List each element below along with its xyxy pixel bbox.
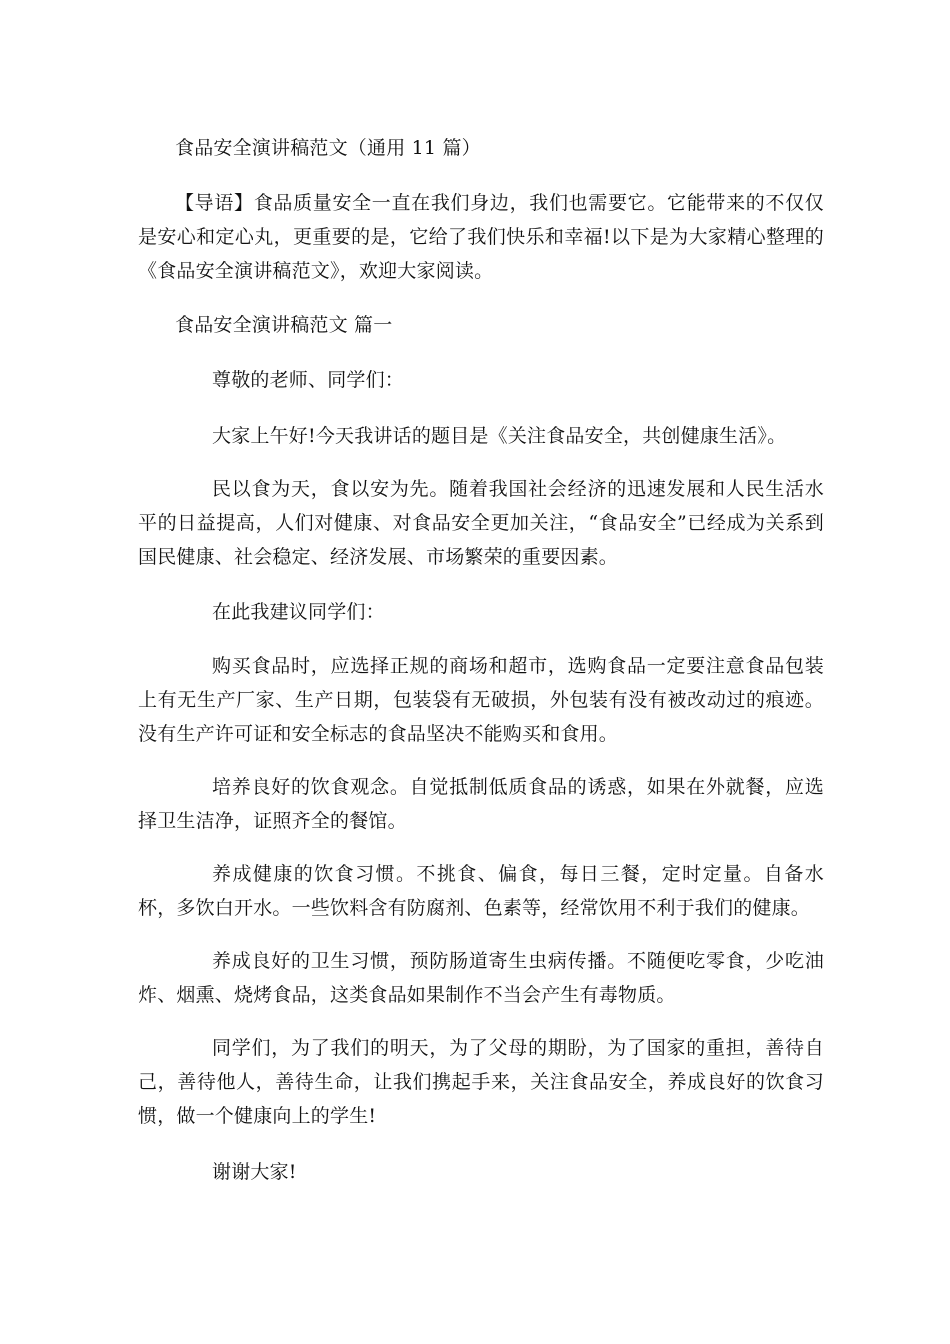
body-paragraph-6: 养成良好的卫生习惯，预防肠道寄生虫病传播。不随便吃零食，少吃油炸、烟熏、烧烤食品，这类食品如果制作不当会产生有毒物质。 bbox=[138, 950, 824, 1006]
intro-paragraph: 【导语】食品质量安全一直在我们身边，我们也需要它。它能带来的不仅仅是安心和定心丸，更重要的是，它给了我们快乐和幸福!以下是为大家精心整理的《食品安全演讲稿范文》，欢迎大家阅读。 bbox=[138, 192, 824, 282]
greeting: 大家上午好!今天我讲话的题目是《关注食品安全，共创健康生活》。 bbox=[212, 425, 787, 447]
body-paragraph-4: 培养良好的饮食观念。自觉抵制低质食品的诱惑，如果在外就餐，应选择卫生洁净，证照齐全的餐馆。 bbox=[138, 776, 824, 832]
section-heading: 食品安全演讲稿范文 篇一 bbox=[175, 314, 393, 336]
document-title: 食品安全演讲稿范文（通用 11 篇） bbox=[175, 137, 481, 159]
body-paragraph-2: 在此我建议同学们： bbox=[212, 601, 385, 623]
body-paragraph-1: 民以食为天，食以安为先。随着我国社会经济的迅速发展和人民生活水平的日益提高，人们对健康、对食品安全更加关注，“食品安全”已经成为关系到国民健康、社会稳定、经济发展、市场繁荣的重要因素。 bbox=[138, 478, 824, 568]
salutation: 尊敬的老师、同学们： bbox=[212, 369, 405, 391]
closing-line: 谢谢大家! bbox=[212, 1161, 297, 1183]
body-paragraph-3: 购买食品时，应选择正规的商场和超市，选购食品一定要注意食品包装上有无生产厂家、生产日期，包装袋有无破损，外包装有没有被改动过的痕迹。没有生产许可证和安全标志的食品坚决不能购买和食用。 bbox=[138, 655, 824, 745]
body-paragraph-5: 养成健康的饮食习惯。不挑食、偏食，每日三餐，定时定量。自备水杯，多饮白开水。一些饮料含有防腐剂、色素等，经常饮用不利于我们的健康。 bbox=[138, 863, 824, 919]
body-paragraph-7: 同学们，为了我们的明天，为了父母的期盼，为了国家的重担，善待自己，善待他人，善待生命，让我们携起手来，关注食品安全，养成良好的饮食习惯，做一个健康向上的学生! bbox=[138, 1037, 824, 1127]
